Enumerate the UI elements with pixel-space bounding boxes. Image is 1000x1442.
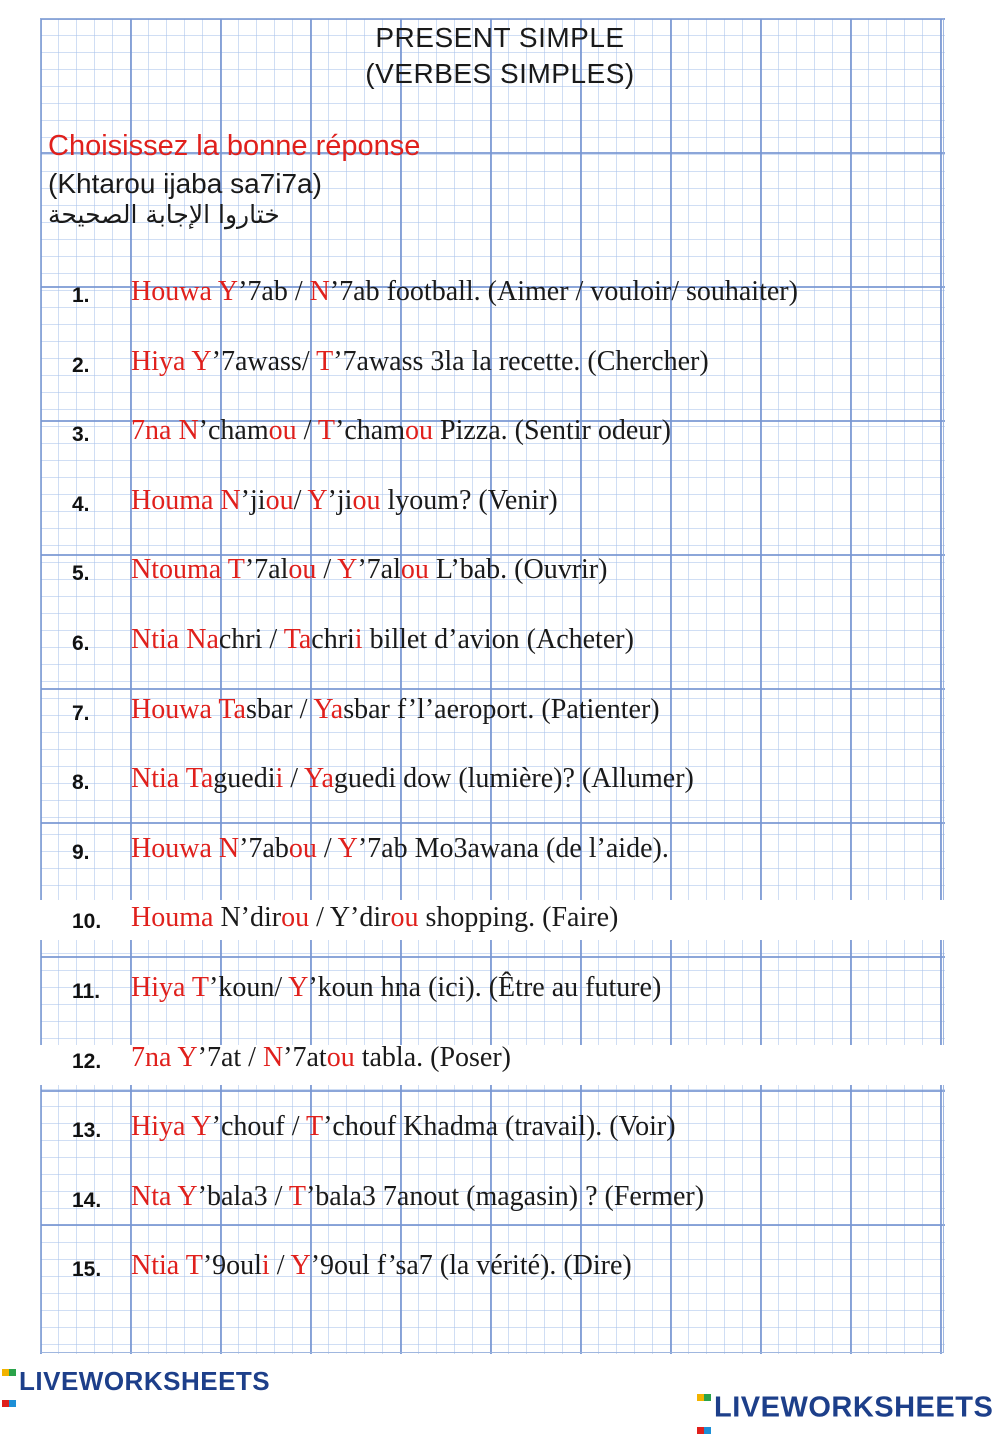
highlighted-fragment: Ntia [131, 1250, 186, 1282]
sentence-fragment: ’7ab football. (Aimer / vouloir/ souhaiter) [329, 276, 798, 307]
sentence-fragment: ’bala3 7anout (magasin) ? (Fermer) [305, 1180, 705, 1212]
sentence-fragment: guedi [213, 763, 276, 795]
sentence-fragment: ’bala3 / [197, 1180, 289, 1212]
question-sentence [131, 972, 661, 1004]
question-item [0, 759, 1000, 799]
sentence-fragment: ’chouf / [211, 1111, 306, 1143]
highlighted-fragment: ou [390, 902, 419, 934]
highlighted-fragment: Y [290, 1250, 311, 1282]
highlighted-fragment: N [178, 415, 199, 447]
liveworksheets-logo-text: LIVEWORKSHEETS [714, 1391, 994, 1424]
highlighted-fragment: ou [288, 554, 317, 586]
liveworksheets-logo[interactable] [2, 1352, 270, 1414]
highlighted-fragment: Y [307, 484, 328, 516]
question-sentence [131, 833, 669, 865]
question-number: 5. [72, 562, 90, 586]
sentence-fragment: / Y’dir [309, 902, 391, 934]
highlighted-fragment: Houwa [131, 276, 218, 307]
question-item [0, 620, 1000, 660]
sentence-fragment: ’koun/ [209, 972, 289, 1003]
highlighted-fragment: Ta [283, 624, 312, 655]
sentence-fragment: ’7awass/ [211, 345, 317, 377]
highlighted-fragment: T [317, 415, 336, 447]
question-number: 3. [72, 423, 90, 447]
sentence-fragment: ’cham [335, 415, 405, 447]
sentence-fragment: shopping. (Faire) [418, 902, 619, 934]
sentence-fragment: N’dir [220, 902, 282, 934]
instruction-arabic: ختاروا الإجابة الصحيحة [48, 200, 280, 229]
liveworksheets-cube-icon [697, 1376, 711, 1442]
question-item [0, 550, 1000, 590]
sentence-fragment: ’7ab / [238, 276, 310, 307]
sentence-fragment: chri [311, 624, 355, 655]
sentence-fragment: ’7ab [239, 832, 289, 864]
highlighted-fragment: ou [281, 902, 310, 934]
highlighted-fragment: 7na [131, 1041, 178, 1073]
sentence-fragment: ’7al [357, 554, 401, 586]
highlighted-fragment: Na [186, 624, 219, 655]
highlighted-fragment: Y [191, 1111, 212, 1143]
highlighted-fragment: T [305, 1111, 324, 1143]
highlighted-fragment: Hiya [131, 972, 192, 1003]
sentence-fragment: sbar f’l’aeroport. (Patienter) [343, 693, 660, 725]
question-item [0, 690, 1000, 730]
question-sentence [131, 694, 660, 726]
sentence-fragment: ’chouf Khadma (travail). (Voir) [323, 1111, 676, 1143]
sentence-fragment: / [316, 554, 338, 586]
highlighted-fragment: i [261, 1250, 270, 1282]
sentence-fragment: ’7awass 3la la recette. (Chercher) [333, 345, 709, 377]
highlighted-fragment: Y [177, 1041, 198, 1073]
highlighted-fragment: Houma [131, 484, 221, 516]
question-sentence [131, 1181, 704, 1213]
highlighted-fragment: Houwa [131, 832, 219, 864]
sentence-fragment: ’9oul [202, 1250, 262, 1282]
highlighted-fragment: Y [337, 832, 358, 864]
question-sentence [131, 902, 618, 934]
sentence-fragment: guedi dow (lumière)? (Allumer) [333, 763, 694, 795]
question-number: 2. [72, 353, 90, 377]
highlighted-fragment: Ya [304, 763, 334, 795]
question-sentence [131, 763, 694, 795]
highlighted-fragment: Y [337, 554, 358, 586]
highlighted-fragment: ou [352, 484, 381, 516]
highlighted-fragment: Y [288, 972, 309, 1003]
highlighted-fragment: T [191, 972, 210, 1003]
highlighted-fragment: N [218, 832, 240, 864]
sentence-fragment: / [269, 1250, 291, 1282]
highlighted-fragment: Y [217, 276, 239, 307]
sentence-fragment: ’7al [244, 554, 289, 586]
highlighted-fragment: i [275, 763, 284, 795]
highlighted-fragment: T [227, 554, 245, 586]
sentence-fragment: sbar / [245, 693, 314, 725]
highlighted-fragment: Nta [131, 1180, 178, 1212]
sentence-fragment: / [316, 832, 338, 864]
sentence-fragment: / [283, 763, 305, 795]
highlighted-fragment: T [288, 1180, 306, 1212]
highlighted-fragment: Houwa [131, 693, 219, 725]
liveworksheets-cube-icon [2, 1352, 16, 1414]
sentence-fragment: lyoum? (Venir) [380, 484, 558, 516]
sentence-fragment: L’bab. (Ouvrir) [428, 554, 608, 586]
question-sentence [131, 624, 634, 656]
page-title-line2: (VERBES SIMPLES) [365, 58, 635, 89]
question-number: 7. [72, 701, 90, 725]
highlighted-fragment: Ntouma [131, 554, 228, 586]
highlighted-fragment: ou [265, 484, 294, 516]
question-number: 9. [72, 840, 90, 864]
sentence-fragment: ’ji [240, 484, 266, 516]
question-sentence [131, 485, 558, 517]
question-item [0, 481, 1000, 521]
instruction-french: Choisissez la bonne réponse [48, 130, 421, 162]
sentence-fragment: billet d’avion (Acheter) [362, 624, 634, 655]
liveworksheets-logo-text: LIVEWORKSHEETS [19, 1365, 271, 1396]
sentence-fragment: ’7ab Mo3awana (de l’aide). [357, 832, 669, 864]
question-item [0, 342, 1000, 382]
sentence-fragment: chri / [218, 624, 284, 655]
question-number: 1. [72, 284, 90, 307]
highlighted-fragment: i [354, 624, 363, 655]
liveworksheets-logo-secondary[interactable] [697, 1376, 993, 1442]
highlighted-fragment: Ntia [131, 763, 186, 795]
question-number: 10. [72, 910, 102, 934]
question-sentence [131, 1250, 632, 1282]
highlighted-fragment: Ta [218, 693, 246, 725]
sentence-fragment: / [293, 484, 308, 516]
page-title-line1: PRESENT SIMPLE [375, 22, 625, 53]
question-sentence [131, 1042, 511, 1074]
question-number: 12. [72, 1049, 102, 1073]
sentence-fragment: ’cham [198, 415, 269, 447]
question-item [0, 1177, 1000, 1217]
instruction-darija: (Khtarou ijaba sa7i7a) [48, 168, 322, 199]
question-sentence [131, 276, 798, 308]
question-sentence [131, 554, 607, 586]
sentence-fragment: ’koun hna (ici). (Être au future) [308, 972, 662, 1003]
highlighted-fragment: Y [177, 1180, 198, 1212]
highlighted-fragment: Y [191, 345, 212, 377]
highlighted-fragment: Hiya [131, 1111, 192, 1143]
highlighted-fragment: 7na [131, 415, 179, 447]
question-number: 4. [72, 492, 90, 516]
question-item [0, 1246, 1000, 1286]
highlighted-fragment: ou [268, 415, 297, 447]
highlighted-fragment: N [309, 276, 330, 307]
question-item [0, 1107, 1000, 1147]
sentence-fragment: ’ji [327, 484, 353, 516]
highlighted-fragment: N [220, 484, 241, 516]
question-sentence [131, 415, 671, 447]
highlighted-fragment: ou [288, 832, 317, 864]
highlighted-fragment: T [185, 1250, 203, 1282]
highlighted-fragment: Hiya [131, 345, 192, 377]
highlighted-fragment: ou [405, 415, 433, 447]
sentence-fragment: ’9oul f’sa7 (la vérité). (Dire) [310, 1250, 632, 1282]
question-sentence [131, 346, 709, 378]
sentence-fragment: ’7at / [197, 1041, 263, 1073]
question-item [0, 968, 1000, 1008]
question-item [0, 411, 1000, 451]
question-number: 8. [72, 771, 90, 795]
question-number: 14. [72, 1188, 102, 1212]
sentence-fragment: ’7at [283, 1041, 327, 1073]
question-number: 13. [72, 1119, 102, 1143]
highlighted-fragment: ou [400, 554, 429, 586]
sentence-fragment: Pizza. (Sentir odeur) [433, 415, 671, 447]
question-item [0, 272, 1000, 312]
sentence-fragment: / [296, 415, 318, 447]
highlighted-fragment: ou [326, 1041, 355, 1073]
question-number: 6. [72, 632, 90, 655]
highlighted-fragment: N [262, 1041, 284, 1073]
highlighted-fragment: Houma [131, 902, 221, 934]
question-number: 15. [72, 1258, 102, 1282]
highlighted-fragment: Ya [313, 693, 344, 725]
question-item [0, 898, 1000, 938]
highlighted-fragment: T [316, 345, 334, 377]
highlighted-fragment: Ta [185, 763, 214, 795]
sentence-fragment: tabla. (Poser) [354, 1041, 511, 1073]
question-item [0, 1038, 1000, 1078]
question-number: 11. [72, 980, 101, 1003]
question-sentence [131, 1111, 676, 1143]
highlighted-fragment: Ntia [131, 624, 187, 655]
question-item [0, 829, 1000, 869]
